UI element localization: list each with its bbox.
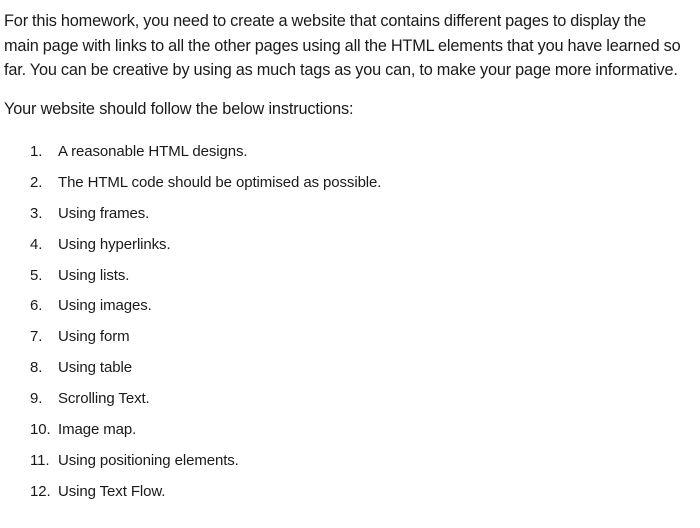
list-item-number: 12. [30, 482, 51, 500]
list-item-text: Using lists. [58, 266, 130, 284]
list-item-number: 11. [30, 451, 50, 469]
list-item-number: 1. [30, 143, 43, 160]
list-item-text: Scrolling Text. [58, 390, 150, 408]
list-item-text: A reasonable HTML designs. [58, 143, 248, 160]
list-item-number: 2. [30, 173, 43, 191]
instructions-heading: Your website should follow the below instructions: [4, 100, 354, 118]
list-item-text: Using images. [58, 297, 152, 315]
intro-line: main page with links to all the other pages using all the HTML elements that you have learned so [4, 36, 681, 55]
list-item-text: Using form [58, 328, 130, 346]
list-item-number: 6. [30, 297, 43, 315]
list-item-number: 10. [30, 421, 51, 439]
intro-line: far. You can be creative by using as much tags as you can, to make your page more informative. [4, 61, 678, 79]
list-item-number: 5. [30, 266, 43, 284]
intro-line: For this homework, you need to create a website that contains different pages to display the [4, 12, 647, 30]
list-item-number: 9. [30, 390, 43, 408]
list-item-text: Image map. [58, 421, 137, 439]
list-item-text: Using Text Flow. [58, 482, 166, 500]
list-item-text: Using positioning elements. [58, 451, 239, 469]
list-item-text: Using frames. [58, 204, 150, 222]
list-item-number: 4. [30, 235, 43, 253]
list-item-number: 8. [30, 359, 43, 377]
intro-paragraph [4, 9, 698, 83]
list-item-number: 7. [30, 328, 43, 346]
list-item-text: The HTML code should be optimised as possible. [58, 173, 382, 191]
list-item-text: Using table [58, 359, 132, 377]
list-item-number: 3. [30, 204, 43, 222]
list-item-text: Using hyperlinks. [58, 235, 171, 253]
